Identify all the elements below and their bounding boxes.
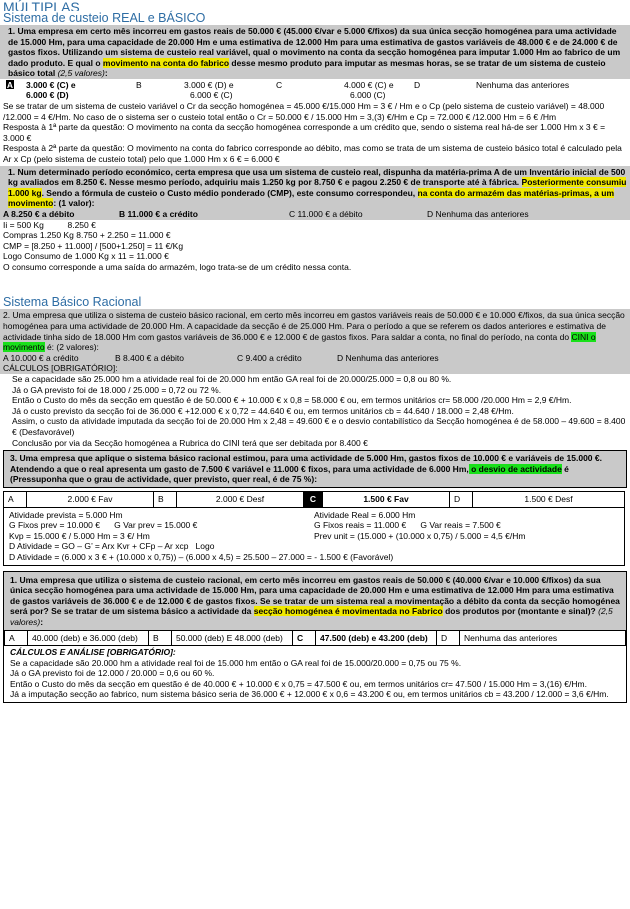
option-c-letter[interactable]: C	[276, 79, 283, 90]
option-d[interactable]: D Nenhuma das anteriores	[337, 352, 439, 363]
question-4-box	[3, 571, 627, 704]
calc-line: Se a capacidade são 20.000 hm a atividade real foi de 15.000 hm então o GA real foi de 15.000/20.000 = 0,75 ou 75 %.	[10, 657, 462, 668]
question-2-statement: 2. Uma empresa que utiliza o sistema de custeio básico racional, em certo mês incorreu em gastos variáveis reais de 50.000 € e 10.000 €/fixos, da sua única secção homogénea para uma actividade de 20.000 Hm. A capacidade da secção é de 25.000 Hm. Para o período a que se referem os dados anteriores e estimativa de actividade tinha sido de 18.000 Hm com gastos variáveis de 36.000 € e 12.000 € de gastos fixos. Para saldar a conta, no final do período, na conta do CINI o movimento é: (2 valores):	[0, 309, 630, 352]
answer-1-paragraph: Se se tratar de um sistema de custeio variável o Cr da secção homogénea = 45.000 €/15.000 Hm = 3 € / Hm e o Cp (pelo sistema de custeio variável) = 48.000 /12.000 = 4 €/Hm. No caso de o sistema ser o custeio total então o Cr = 50.000 € / 15.000 Hm = 3,(3) €/Hm e Cp = 72.000 € /12.000 Hm = 6 € /Hm	[3, 100, 605, 122]
highlight-consumo: Posteriormente consumiu 1.000 kg	[8, 177, 627, 198]
option-c[interactable]: C 11.000 € a débito	[289, 208, 363, 219]
calc-line: Então o Custo do mês da secção em questão é de 40.000 € + 10.000 € x 0,75 = 47.500 € ou, em termos unitários cr= 47.500 / 15.000 Hm = 3,(16) €/Hm.	[10, 678, 587, 689]
calc-right: Atividade Real = 6.000 Hm	[314, 509, 416, 520]
answer-1-part1: Resposta à 1ª parte da questão: O movimento na conta da secção homogénea corresponde a um crédito que, sendo o sistema real há-de ser 1.000 Hm x 3 € = 3.000 €	[3, 122, 606, 143]
option-a-line2: 6.000 € (D)	[26, 89, 69, 100]
option-a-letter[interactable]: A	[4, 491, 27, 507]
calc-line: Ii = 500 Kg 8.250 €	[3, 219, 96, 230]
option-a[interactable]: A 8.250 € a débito	[3, 208, 75, 219]
option-b[interactable]: B 8.400 € a débito	[115, 352, 185, 363]
option-d-value[interactable]: Nenhuma das anteriores	[460, 630, 626, 646]
option-d-letter[interactable]: D	[437, 630, 460, 646]
option-d[interactable]: D Nenhuma das anteriores	[427, 208, 529, 219]
option-b-line2: 6.000 € (C)	[190, 89, 233, 100]
question-3-statement: 3. Uma empresa que aplique o sistema básico racional estimou, para uma actividade de 5.000 Hm, gastos fixos de 10.000 € e variáveis de 15.000 €. Atendendo a que o real apresenta um gasto de 7.500 € variável e 11.000 € fixos, para uma actividade de 6.000 Hm, o desvio de actividade é (Pressuponha que o grau de actividade, quer previsto, quer real, é de 75 %):	[4, 451, 626, 487]
calc-line: Já o custo previsto da secção foi de 36.000 € +12.000 € x 0,72 = 44.640 € ou, em termos unitários cb = 44.640 / 18.000 = 2,48 €/Hm.	[12, 405, 514, 416]
option-a-line1: 3.000 € (C) e	[26, 79, 76, 90]
question-3-options-table	[3, 491, 625, 508]
highlight-fabrico: movimento na conta do fabrico	[102, 57, 230, 68]
question-1b-options	[0, 209, 630, 220]
question-1b-statement: 1. Num determinado período económico, certa empresa que usa um sistema de custeio real, dispunha da matéria-prima A de um Inventário inicial de 500 kg avaliados em 8.250 €. Nesse mesmo período, adquiriu mais 1.250 kg por 8.750 € e pagou 2.250 € de transporte até à fábrica. Posteriormente consumiu 1.000 kg. Sendo a fórmula de custeio o Custo médio ponderado (CMP), este consumo correspondeu, na conta do armazém das matérias-primas, a um movimento: (1 valor):	[0, 166, 630, 209]
question-4-options-table	[4, 630, 626, 647]
option-b-letter[interactable]: B	[149, 630, 172, 646]
option-c-letter[interactable]: C	[293, 630, 316, 646]
calc-line: Se a capacidade são 25.000 hm a atividade real foi de 20.000 hm então GA real foi de 20.000/25.000 = 0,8 ou 80 %.	[12, 374, 452, 385]
calc-line: Assim, o custo da atividade imputada da secção foi de 20.000 Hm x 2,48 = 49.600 € e o desvio contabilístico da Secção homogénea é de 58.000 – 49.600 = 8.400 € (Desfavorável)	[12, 416, 626, 437]
option-a-value[interactable]: 2.000 € Fav	[27, 491, 154, 507]
calc-line: Já o GA previsto foi de 18.000 / 25.000 = 0,72 ou 72 %.	[12, 384, 222, 395]
highlight-armazem: na conta do armazém das matérias-primas, a um movimento	[8, 187, 615, 209]
calc-right: G Fixos reais = 11.000 € G Var reais = 7.500 €	[314, 520, 501, 531]
highlight-cini: CINI o movimento	[3, 331, 596, 353]
question-3-calc-box	[3, 508, 625, 566]
calc-line: D Atividade = GO – G’ = Arx Kvr + CFp – Ar xcp Logo	[9, 541, 215, 552]
option-c-line2: 6.000 (C)	[350, 89, 386, 100]
option-a-value[interactable]: 40.000 (deb) e 36.000 (deb)	[28, 630, 149, 646]
option-d-line1: Nenhuma das anteriores	[476, 79, 570, 90]
option-a-letter[interactable]: A	[5, 630, 28, 646]
calc-left: Atividade prevista = 5.000 Hm	[9, 509, 123, 520]
option-a-marker[interactable]: A	[6, 79, 14, 90]
calc-line: CMP = [8.250 + 11.000] / [500+1.250] = 11 €/Kg	[3, 240, 184, 251]
question-1-options	[0, 79, 630, 101]
question-3-box	[3, 450, 627, 488]
question-4-statement: 1. Uma empresa que utiliza o sistema de custeio racional, em certo mês incorreu em gastos reais de 50.000 € (40.000 €/var e 10.000 €/fixos) da sua única secção homogénea para uma actividade de 15.000 Hm, para uma capacidade de 20.000 Hm e uma estimativa de 12.000 Hm para uma estimativa de gastos variáveis de 36.000 € e de 12.000 € de gastos fixos. Se se tratar de um sistema real a movimentação a débito da conta da secção homogénea será por? Se se tratar de um sistema básico a actividade da secção homogénea é movimentada no Fabrico dos produtos por (montante e sinal)? (2,5 valores):	[4, 572, 626, 630]
option-a[interactable]: A 10.000 € a crédito	[3, 352, 79, 363]
calc-conclusion: Conclusão por via da Secção homogénea a Rubrica do CINI terá que ser debitada por 8.400 €	[12, 437, 368, 448]
option-c-line1: 4.000 € (C) e	[344, 79, 394, 90]
option-d-value[interactable]: 1.500 € Desf	[473, 491, 625, 507]
option-b-letter[interactable]: B	[136, 79, 142, 90]
calc-line: D Atividade = (6.000 x 3 € + (10.000 x 0,75)) – (6.000 x 4,5) = 25.500 – 27.000 = - 1.500 € (Favorável)	[9, 551, 394, 562]
option-b-value[interactable]: 2.000 € Desf	[177, 491, 304, 507]
option-b-letter[interactable]: B	[154, 491, 177, 507]
calc-line: Compras 1.250 Kg 8.750 + 2.250 = 11.000 €	[3, 230, 171, 241]
calc-left: Kvp = 15.000 € / 5.000 Hm = 3 €/ Hm	[9, 530, 150, 541]
calc-line: Então o Custo do mês da secção em questão é de 50.000 € + 10.000 € x 0,8 = 58.000 € ou, em termos unitários cr= 58.000 /20.000 Hm = 2,9 €/Hm.	[12, 395, 572, 406]
option-b[interactable]: B 11.000 € a crédito	[119, 208, 198, 219]
calc-line: Logo Consumo de 1.000 Kg x 11 = 11.000 €	[3, 251, 169, 262]
calc-right: Prev unit = (15.000 + (10.000 x 0,75) / 5.000 = 4,5 €/Hm	[314, 530, 526, 541]
option-c-letter[interactable]: C	[304, 491, 323, 507]
calc-conclusion: O consumo corresponde a uma saída do armazém, logo trata-se de um crédito nessa conta.	[3, 261, 352, 272]
calc-line: Já a imputação secção ao fabrico, num sistema básico seria de 36.000 € + 12.000 € x 0,6 = 43.200 € ou, em termos unitários cb = 43.200 / 12.000 = 3,6 €/Hm.	[10, 689, 609, 700]
option-b-line1: 3.000 € (D) e	[184, 79, 234, 90]
highlight-desvio: o desvio de actividade	[468, 463, 562, 474]
option-c-value[interactable]: 47.500 (deb) e 43.200 (deb)	[316, 630, 437, 646]
answer-1-part2: Resposta à 2ª parte da questão: O movimento na conta do fabrico corresponde ao débito, mas como se trata de um sistema de custeio básico total é calculado pela Ar x Cp (pelo sistema de custeio total) pelo que 1.000 Hm x 6 € = 6.000 €	[3, 143, 622, 164]
calc-left: G Fixos prev = 10.000 € G Var prev = 15.000 €	[9, 520, 198, 531]
question-1-statement: 1. Uma empresa em certo mês incorreu em gastos reais de 50.000 € (45.000 €/var e 5.000 €/fixos) da sua única secção homogénea para uma actividade de 15.000 Hm, para uma capacidade de 20.000 Hm e uma estimativa de 12.000 Hm para uma estimativa de gastos variáveis de 48.000 € e de 24.000 € de gastos fixos. Utilizando um sistema de custeio real variável, qual o movimento na conta da secção homogénea para imputar 1.000 Hm ao fabrico de um dado produto. E qual o movimento na conta do fabrico desse mesmo produto para imputar as mesmas horas, se se tratar de um sistema de custeio básico total (2,5 valores):	[0, 25, 630, 79]
option-d-letter[interactable]: D	[414, 79, 421, 90]
question-2-options	[0, 353, 630, 364]
section-heading-real-basico: Sistema de custeio REAL e BÁSICO	[3, 11, 206, 25]
calc-line: Já o GA previsto foi de 12.000 / 20.000 = 0,6 ou 60 %.	[10, 668, 215, 679]
option-d-letter[interactable]: D	[450, 491, 473, 507]
highlight-seccao: secção homogénea é movimentada no Fabrico	[253, 606, 443, 617]
option-c[interactable]: C 9.400 a crédito	[237, 352, 302, 363]
section-heading-basico-racional: Sistema Básico Racional	[3, 295, 142, 310]
option-c-value[interactable]: 1.500 € Fav	[323, 491, 450, 507]
option-b-value[interactable]: 50.000 (deb) E 48.000 (deb)	[172, 630, 293, 646]
calc-title: CÁLCULOS E ANÁLISE [OBRIGATÓRIO]:	[10, 647, 176, 658]
page-title: MÚLTIPLAS	[3, 0, 80, 11]
calc-title: CÁLCULOS [OBRIGATÓRIO]:	[3, 363, 118, 374]
